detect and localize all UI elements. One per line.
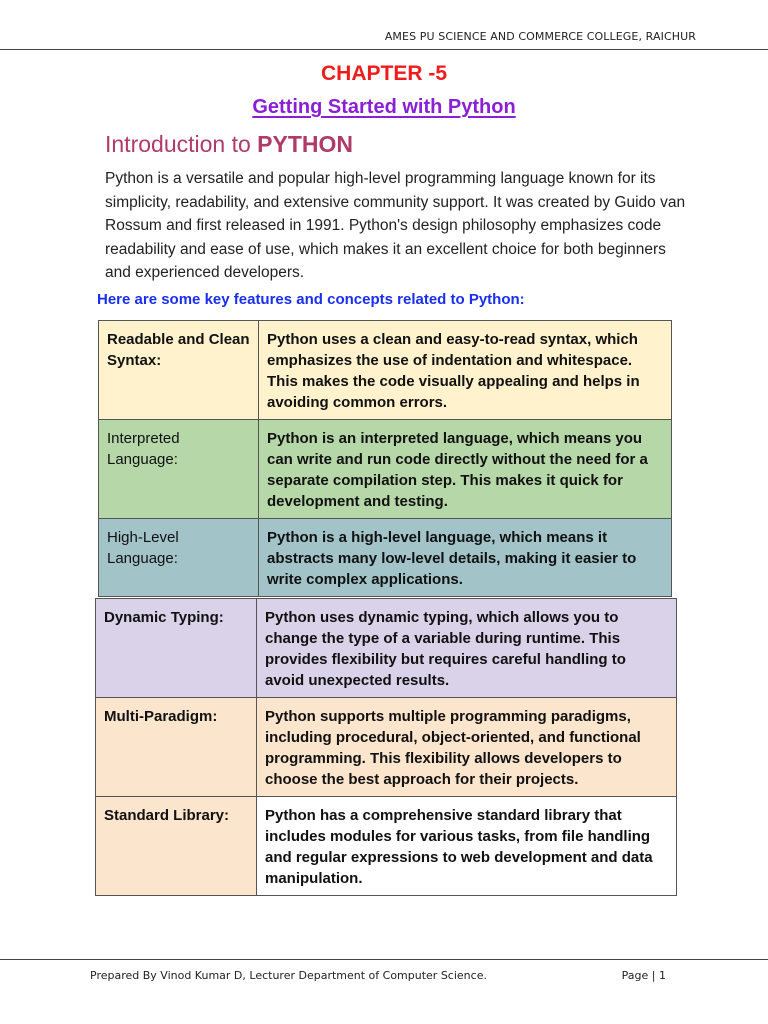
intro-paragraph: Python is a versatile and popular high-level programming language known for its simplicity, readability, and extensive community support. It was created by Guido van Rossum and first released in 1991. Python's design philosophy emphasizes code readability and ease of use, which makes it an excellent choice for both beginners and experienced developers. bbox=[105, 170, 686, 281]
footer-page-number: Page | 1 bbox=[621, 969, 666, 982]
feature-description: Python has a comprehensive standard library that includes modules for various tasks, from file handling and regular expressions to web development and data manipulation. bbox=[257, 797, 677, 896]
header-divider bbox=[0, 49, 768, 50]
feature-row-interpreted bbox=[99, 420, 672, 519]
feature-row-multi-paradigm bbox=[96, 698, 677, 797]
feature-term: Readable and Clean Syntax: bbox=[99, 321, 259, 420]
intro-heading bbox=[105, 131, 353, 158]
feature-term: High-Level Language: bbox=[99, 519, 259, 597]
footer-prepared-by: Prepared By Vinod Kumar D, Lecturer Department of Computer Science. bbox=[90, 969, 487, 982]
feature-row-readable bbox=[99, 321, 672, 420]
feature-description: Python uses a clean and easy-to-read syntax, which emphasizes the use of indentation and whitespace. This makes the code visually appealing and helps in avoiding common errors. bbox=[259, 321, 672, 420]
chapter-title: Getting Started with Python bbox=[252, 96, 516, 118]
chapter-number: CHAPTER -5 bbox=[320, 62, 447, 85]
page-header-college: AMES PU SCIENCE AND COMMERCE COLLEGE, RAICHUR bbox=[384, 30, 696, 43]
feature-description: Python uses dynamic typing, which allows you to change the type of a variable during runtime. This provides flexibility but requires careful handling to avoid unexpected results. bbox=[257, 599, 677, 698]
footer-divider bbox=[0, 959, 768, 960]
feature-description: Python supports multiple programming paradigms, including procedural, object-oriented, and functional programming. This flexibility allows developers to choose the best approach for their projects. bbox=[257, 698, 677, 797]
feature-row-high-level bbox=[99, 519, 672, 597]
feature-description: Python is a high-level language, which means it abstracts many low-level details, making it easier to write complex applications. bbox=[259, 519, 672, 597]
feature-row-dynamic-typing bbox=[96, 599, 677, 698]
features-heading: Here are some key features and concepts related to Python: bbox=[97, 291, 525, 308]
feature-term: Interpreted Language: bbox=[99, 420, 259, 519]
intro-heading-prefix: Introduction to bbox=[105, 131, 258, 157]
feature-term: Standard Library: bbox=[96, 797, 257, 896]
feature-term: Dynamic Typing: bbox=[96, 599, 257, 698]
feature-row-standard-library bbox=[96, 797, 677, 896]
intro-heading-emphasis: PYTHON bbox=[257, 131, 353, 157]
feature-term: Multi-Paradigm: bbox=[96, 698, 257, 797]
feature-description: Python is an interpreted language, which means you can write and run code directly without the need for a separate compilation step. This makes it quick for development and testing. bbox=[259, 420, 672, 519]
features-table-1 bbox=[98, 320, 672, 597]
features-table-2 bbox=[95, 598, 677, 896]
